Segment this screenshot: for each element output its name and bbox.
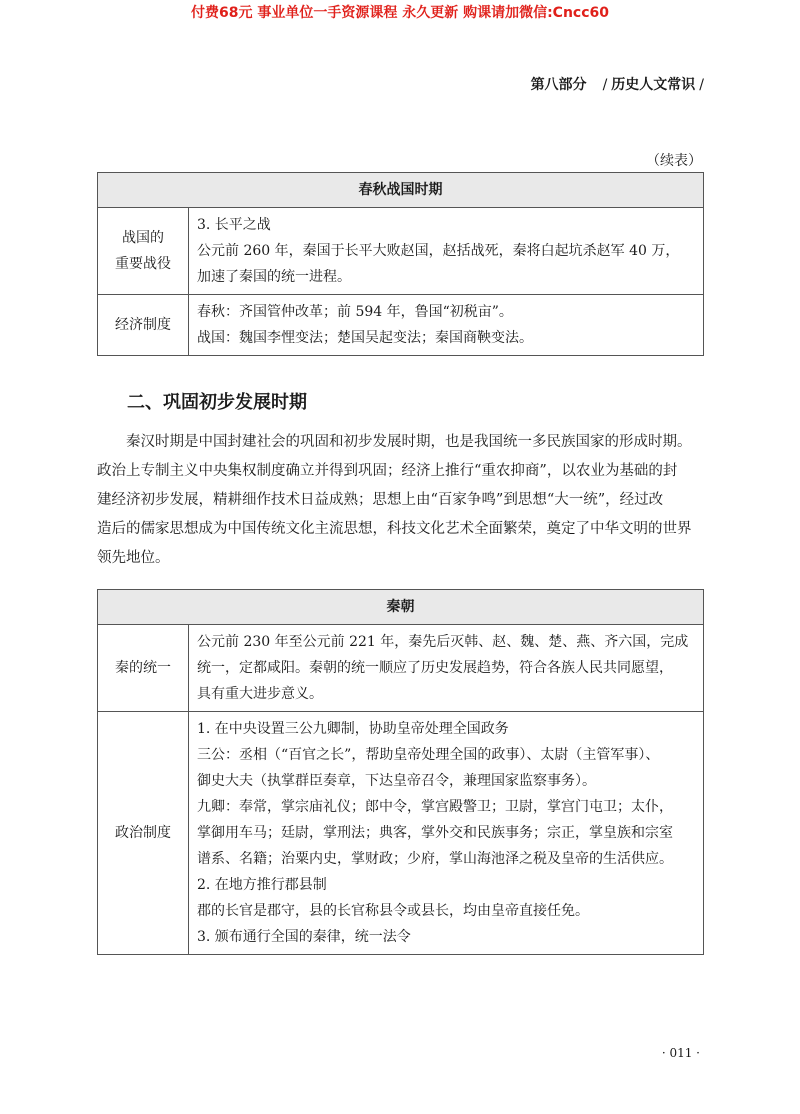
row-label: 政治制度 (98, 712, 189, 955)
section-title: 二、巩固初步发展时期 (127, 392, 307, 413)
header-slash: / (602, 77, 608, 93)
page-header (531, 74, 704, 94)
table-row (98, 208, 704, 295)
section-paragraph: 秦汉时期是中国封建社会的巩固和初步发展时期，也是我国统一多民族国家的形成时期。 政治上专制主义中央集权制度确立并得到巩固；经济上推行“重农抑商”，以农业为基础的封 建经济初步发展，精耕细作技术日益成熟；思想上由“百家争鸣”到思想“大一统”，经过改 造后的儒家思想成为中国传统文化主流思想，科技文化艺术全面繁荣，奠定了中华文明的世界 领先地位。 (97, 434, 692, 566)
page-number: · 011 · (661, 1046, 700, 1060)
table-title: 春秋战国时期 (98, 173, 704, 208)
table-row (98, 712, 704, 955)
row-label: 经济制度 (98, 295, 189, 356)
header-part: 第八部分 (530, 77, 587, 93)
row-content: 1. 在中央设置三公九卿制，协助皇帝处理全国政务 三公：丞相（“百官之长”，帮助皇帝处理全国的政事）、太尉（主管军事）、 御史大夫（执掌群臣奏章，下达皇帝召令，兼理国家监察事务）。 九卿：奉常，掌宗庙礼仪；郎中令，掌宫殿警卫；卫尉，掌宫门屯卫；太仆， 掌御用车马；廷尉，掌刑法；典客，掌外交和民族事务；宗正，掌皇族和宗室 谱系、名籍；治粟内史，掌财政；少府，掌山海池泽之税及皇帝的生活供应。 2. 在地方推行郡县制 郡的长官是郡守，县的长官称县令或县长，均由皇帝直接任免。 3. 颁布通行全国的秦律，统一法令 (189, 712, 704, 955)
spring-autumn-table (97, 172, 704, 356)
table-row (98, 625, 704, 712)
row-content: 公元前 230 年至公元前 221 年，秦先后灭韩、赵、魏、楚、燕、齐六国，完成 统一，定都咸阳。秦朝的统一顺应了历史发展趋势，符合各族人民共同愿望， 具有重大进步意义。 (189, 625, 704, 712)
watermark-banner: 付费68元 事业单位一手资源课程 永久更新 购课请加微信:Cncc60 (190, 5, 610, 21)
qin-dynasty-table (97, 589, 704, 955)
row-label: 战国的 重要战役 (98, 208, 189, 295)
row-content: 春秋：齐国管仲改革；前 594 年，鲁国“初税亩”。 战国：魏国李悝变法；楚国吴起变法；秦国商鞅变法。 (189, 295, 704, 356)
continued-label: （续表） (646, 153, 702, 169)
table-title: 秦朝 (98, 590, 704, 625)
header-title: 历史人文常识 (611, 77, 696, 93)
table-row (98, 295, 704, 356)
row-content: 3. 长平之战 公元前 260 年，秦国于长平大败赵国，赵括战死，秦将白起坑杀赵军 40 万， 加速了秦国的统一进程。 (189, 208, 704, 295)
row-label: 秦的统一 (98, 625, 189, 712)
header-slash-end: / (699, 77, 704, 93)
